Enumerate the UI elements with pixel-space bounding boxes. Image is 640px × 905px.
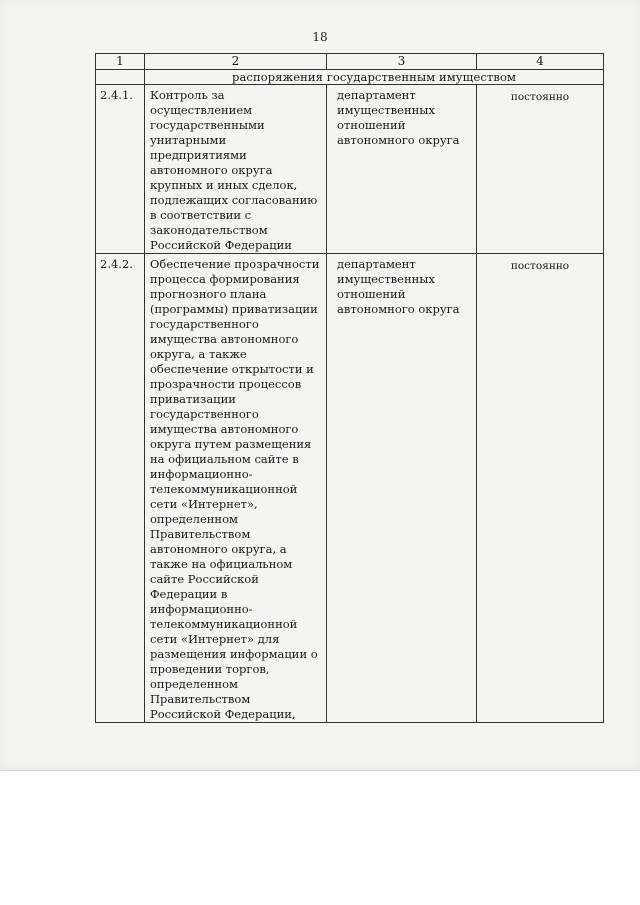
item-number: 2.4.1. [96,85,145,254]
execution-term: постоянно [477,85,604,254]
execution-term: постоянно [477,254,604,723]
measure-description: Обеспечение прозрачности процесса формирования прогнозного плана (программы) приватизации государственного имущества автономного округа, а также обеспечение открытости и прозрачности процессов приватизации государственного имущества автономного округа путем размещения на официальном сайте в информационно- телекоммуникационной сети «Интернет», определенном Правительством автономного округа, а также на официальном сайте Российской Федерации в информационно- телекоммуникационной сети «Интернет» для размещения информации о проведении торгов, определенном Правительством Российской Федерации, [145,254,327,723]
table-row [96,85,604,254]
responsible-executor: департамент имущественных отношений автономного округа [327,85,477,254]
item-number: 2.4.2. [96,254,145,723]
section-continuation-row [96,70,604,85]
section-continuation-text: распоряжения государственным имуществом [145,70,604,85]
column-number-row [96,54,604,70]
empty-number-cell [96,70,145,85]
responsible-executor: департамент имущественных отношений автономного округа [327,254,477,723]
measures-table [95,53,604,723]
page-number: 18 [312,30,328,44]
table-row [96,254,604,723]
column-number-1: 1 [96,54,145,70]
column-number-2: 2 [145,54,327,70]
measure-description: Контроль за осуществлением государственными унитарными предприятиями автономного округа крупных и иных сделок, подлежащих согласованию в соответствии с законодательством Российской Федерации [145,85,327,254]
column-number-3: 3 [327,54,477,70]
column-number-4: 4 [477,54,604,70]
